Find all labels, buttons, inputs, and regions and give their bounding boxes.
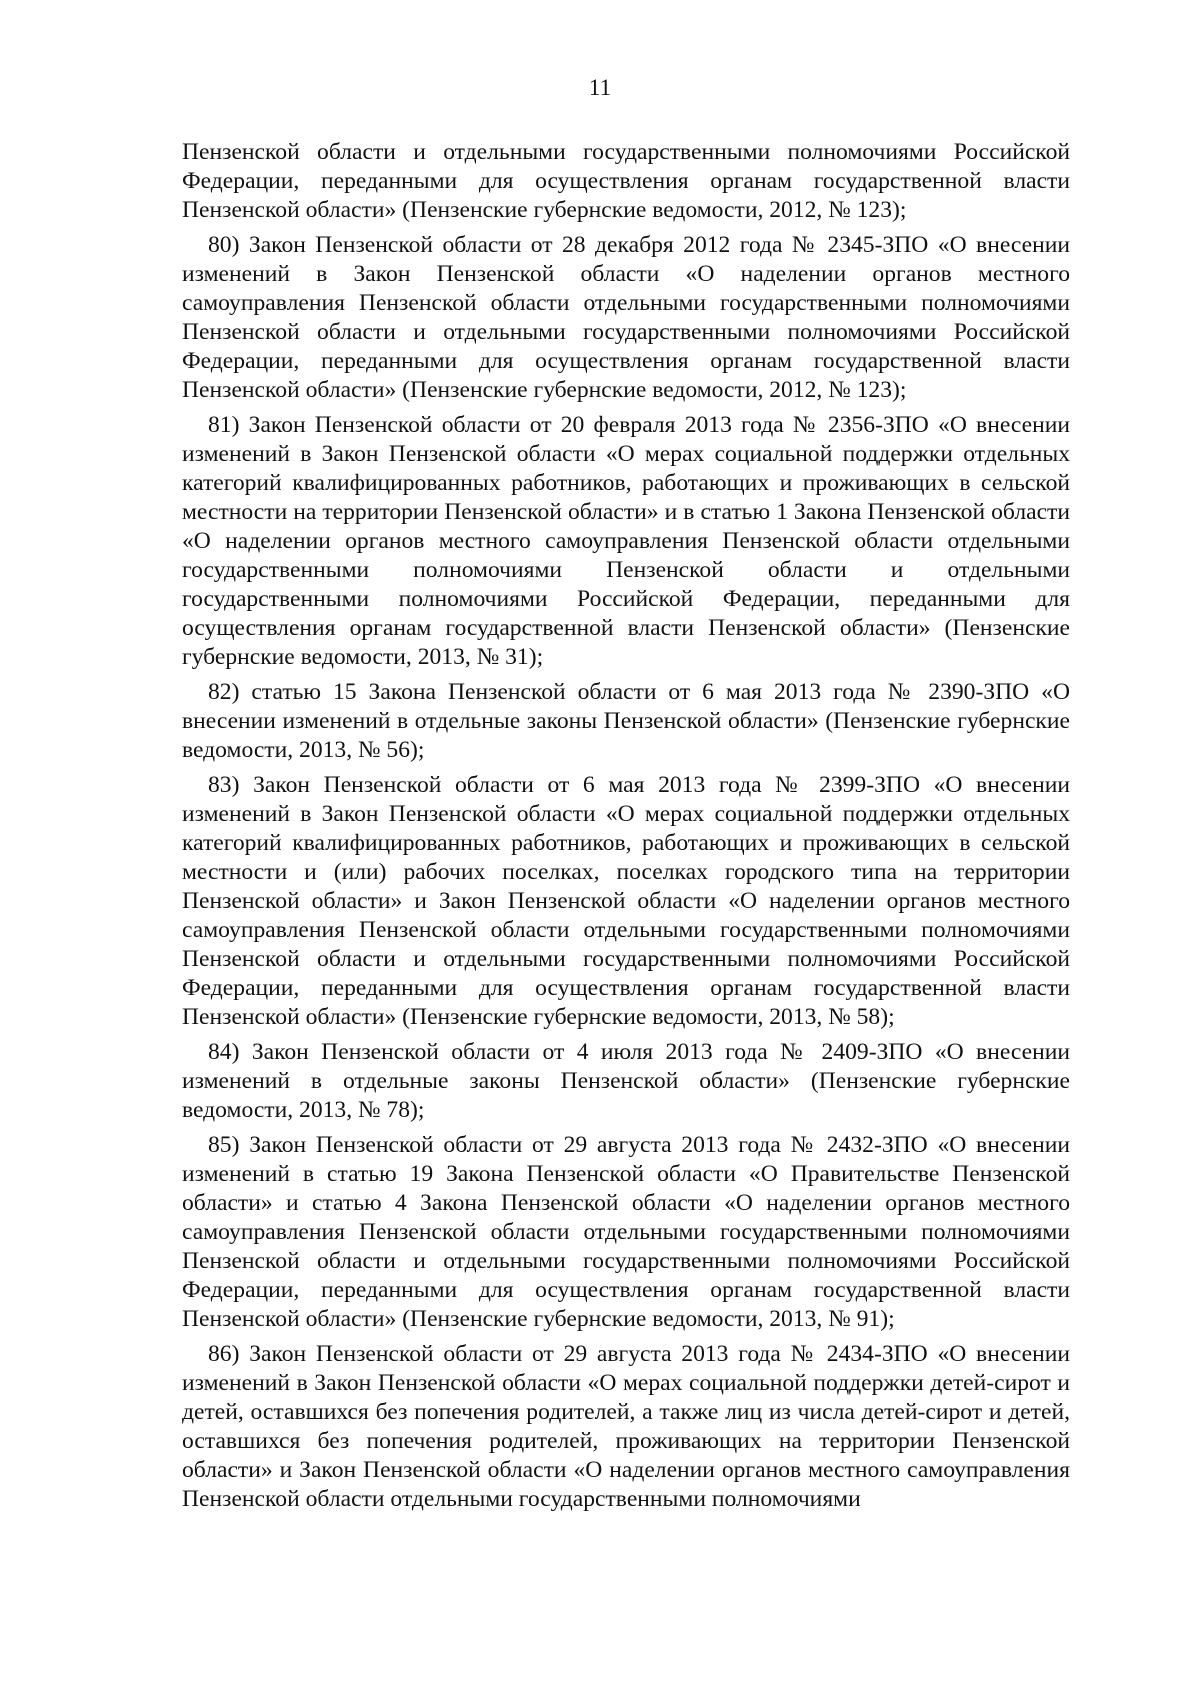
list-item-80: 80) Закон Пензенской области от 28 декабря 2012 года № 2345-ЗПО «О внесении изменений в Закон Пензенской области «О наделении органов местного самоуправления Пензенской области отдельными государственными полномочиями Пензенской области и отдельными государственными полномочиями Российской Федерации, переданными для осуществления органам государственной власти Пензенской области» (Пензенские губернские ведомости, 2012, № 123);: [182, 232, 1070, 403]
list-item-85: 85) Закон Пензенской области от 29 августа 2013 года № 2432-ЗПО «О внесении изменений в статью 19 Закона Пензенской области «О Правительстве Пензенской области» и статью 4 Закона Пензенской области «О наделении органов местного самоуправления Пензенской области отдельными государственными полномочиями Пензенской области и отдельными государственными полномочиями Российской Федерации, переданными для осуществления органам государственной власти Пензенской области» (Пензенские губернские ведомости, 2013, № 91);: [182, 1132, 1070, 1332]
list-item-83: 83) Закон Пензенской области от 6 мая 2013 года № 2399-ЗПО «О внесении изменений в Закон Пензенской области «О мерах социальной поддержки отдельных категорий квалифицированных работников, работающих и проживающих в сельской местности и (или) рабочих поселках, поселках городского типа на территории Пензенской области» и Закон Пензенской области «О наделении органов местного самоуправления Пензенской области отдельными государственными полномочиями Пензенской области и отдельными государственными полномочиями Российской Федерации, переданными для осуществления органам государственной власти Пензенской области» (Пензенские губернские ведомости, 2013, № 58);: [182, 772, 1070, 1030]
list-item-82: 82) статью 15 Закона Пензенской области от 6 мая 2013 года № 2390-ЗПО «О внесении изменений в отдельные законы Пензенской области» (Пензенские губернские ведомости, 2013, № 56);: [182, 679, 1070, 763]
list-item-86: 86) Закон Пензенской области от 29 августа 2013 года № 2434-ЗПО «О внесении изменений в Закон Пензенской области «О мерах социальной поддержки детей-сирот и детей, оставшихся без попечения родителей, а также лиц из числа детей-сирот и детей, оставшихся без попечения родителей, проживающих на территории Пензенской области» и Закон Пензенской области «О наделении органов местного самоуправления Пензенской области отдельными государственными полномочиями: [182, 1341, 1070, 1512]
list-item-81: 81) Закон Пензенской области от 20 февраля 2013 года № 2356-ЗПО «О внесении изменений в Закон Пензенской области «О мерах социальной поддержки отдельных категорий квалифицированных работников, работающих и проживающих в сельской местности на территории Пензенской области» и в статью 1 Закона Пензенской области «О наделении органов местного самоуправления Пензенской области отдельными государственными полномочиями Пензенской области и отдельными государственными полномочиями Российской Федерации, переданными для осуществления органам государственной власти Пензенской области» (Пензенские губернские ведомости, 2013, № 31);: [182, 412, 1070, 670]
list-item-84: 84) Закон Пензенской области от 4 июля 2013 года № 2409-ЗПО «О внесении изменений в отдельные законы Пензенской области» (Пензенские губернские ведомости, 2013, № 78);: [182, 1039, 1070, 1123]
document-body: [182, 138, 1070, 1520]
paragraph-continuation: Пензенской области и отдельными государственными полномочиями Российской Федерации, переданными для осуществления органам государственной власти Пензенской области» (Пензенские губернские ведомости, 2012, № 123);: [182, 139, 1070, 223]
page-number: 11: [588, 75, 612, 100]
